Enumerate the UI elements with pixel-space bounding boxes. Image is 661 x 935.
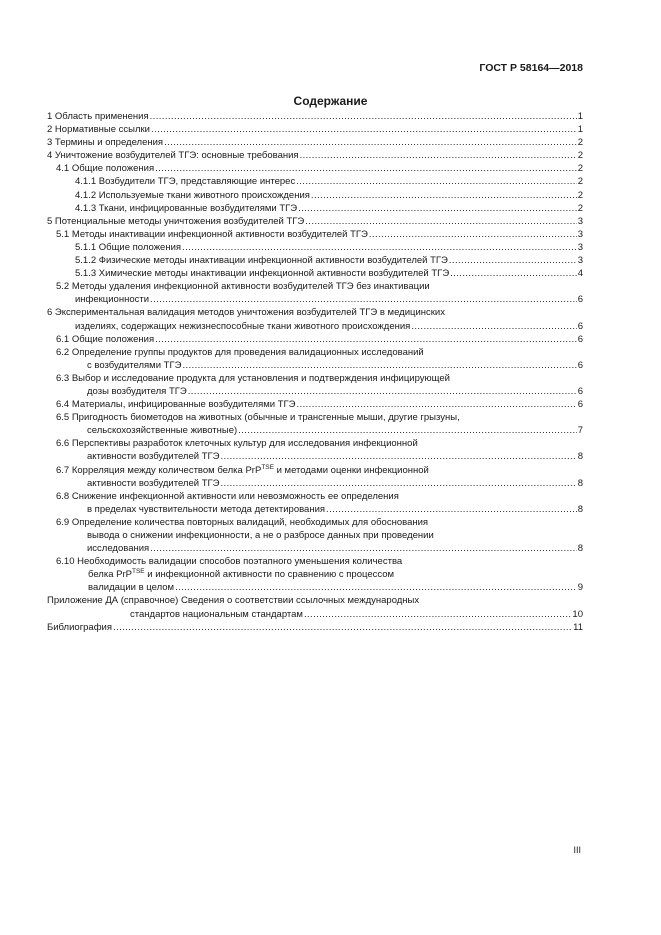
toc-entry-title: 4 Уничтожение возбудителей ТГЭ: основные требования (47, 150, 299, 162)
toc-entry-text: 6.8 Снижение инфекционной активности или невозможность ее определения (56, 490, 399, 502)
toc-entry-title: с возбудителями ТГЭ (87, 359, 182, 371)
toc-entry-title: Библиография (47, 621, 112, 633)
toc-entry-text: вывода о снижении инфекционности, а не о разбросе данных при проведении (87, 530, 434, 541)
toc-entry[interactable] (47, 594, 583, 620)
toc-entry-page: 2 (577, 189, 583, 201)
toc-entry-title: стандартов национальным стандартам (130, 608, 303, 620)
toc-entry-title: в пределах чувствительности метода детектирования (87, 503, 326, 515)
toc-entry-page: 8 (577, 451, 583, 463)
toc-entry-page: 8 (577, 477, 583, 489)
toc-entry[interactable] (47, 123, 583, 136)
toc-entry-page: 1 (577, 111, 583, 122)
dot-leader (220, 450, 576, 463)
toc-entry-title: 5.1.3 Химические методы инактивации инфекционной активности возбудителей ТГЭ (75, 268, 450, 280)
dot-leader (113, 621, 572, 634)
toc-entry[interactable] (47, 333, 583, 346)
toc-entry-text: белка PrP$^{TSE}$ и инфекционной активности по сравнению с процессом (88, 568, 395, 581)
toc-entry-title: активности возбудителей ТГЭ (87, 477, 220, 489)
toc-entry-page: 2 (577, 176, 583, 188)
toc-entry[interactable] (47, 372, 583, 398)
toc-entry-title: 4.1.1 Возбудители ТГЭ, представляющие интерес (75, 176, 296, 188)
table-of-contents (47, 110, 583, 634)
dot-leader (305, 215, 576, 228)
toc-entry[interactable] (47, 149, 583, 162)
dot-leader (188, 385, 577, 398)
toc-entry-page: 9 (577, 582, 583, 594)
toc-entry-page: 6 (577, 294, 583, 306)
toc-entry-title: 4.1.3 Ткани, инфицированные возбудителями ТГЭ (75, 202, 298, 214)
dot-leader (150, 542, 577, 555)
toc-entry[interactable] (47, 411, 583, 437)
toc-entry-page: 7 (577, 425, 583, 437)
toc-entry-text: 6.2 Определение группы продуктов для проведения валидационных исследований (56, 346, 424, 358)
toc-entry-page: 2 (577, 163, 583, 175)
toc-entry[interactable] (47, 136, 583, 149)
dot-leader (150, 110, 577, 123)
toc-entry-title: 6.1 Общие положения (56, 333, 155, 345)
toc-entry[interactable] (47, 267, 583, 280)
toc-entry-text: 6.7 Корреляция между количеством белка PrP$^{TSE}$ и методами оценки инфекционной (56, 463, 429, 476)
dot-leader (182, 359, 576, 372)
toc-entry-text: 6.3 Выбор и исследование продукта для установления и подтверждения инфицирующей (56, 372, 450, 384)
toc-entry-title: валидации в целом (88, 582, 175, 594)
toc-entry-page: 3 (577, 228, 583, 240)
toc-entry-text: 6.5 Пригодность биометодов на животных (обычные и трансгенные мыши, другие грызуны, (56, 412, 460, 424)
toc-entry-title: изделиях, содержащих нежизнеспособные ткани животного происхождения (75, 320, 411, 332)
toc-entry-title: 4.1.2 Используемые ткани животного происхождения (75, 189, 310, 201)
toc-entry-page: 2 (577, 202, 583, 214)
toc-entry-title: 5.1 Методы инактивации инфекционной активности возбудителей ТГЭ (56, 228, 368, 240)
toc-entry-title: 4.1 Общие положения (56, 163, 155, 175)
toc-entry-title: исследования (87, 543, 150, 555)
toc-entry-page: 3 (577, 215, 583, 227)
page-title: Содержание (293, 94, 368, 108)
dot-leader (311, 189, 577, 202)
toc-entry-title: 5.1.1 Общие положения (75, 241, 182, 253)
dot-leader (411, 320, 576, 333)
toc-entry[interactable] (47, 437, 583, 463)
dot-leader (182, 241, 577, 254)
dot-leader (150, 293, 577, 306)
toc-entry[interactable] (47, 398, 583, 411)
toc-entry[interactable] (47, 189, 583, 202)
toc-entry-title: сельскохозяйственные животные) (87, 425, 238, 437)
toc-entry-page: 3 (577, 255, 583, 267)
toc-entry[interactable] (47, 162, 583, 175)
dot-leader (304, 608, 571, 621)
dot-leader (300, 149, 577, 162)
toc-entry-page: 10 (572, 608, 583, 620)
toc-entry-page: 6 (577, 320, 583, 332)
dot-leader (151, 123, 577, 136)
toc-entry-page: 2 (577, 150, 583, 162)
document-id: ГОСТ Р 58164—2018 (479, 62, 583, 74)
toc-entry-title: 1 Область применения (47, 111, 149, 122)
toc-entry-text: 6.6 Перспективы разработок клеточных культур для исследования инфекционной (56, 438, 418, 450)
dot-leader (298, 202, 577, 215)
toc-entry[interactable] (47, 280, 583, 306)
toc-entry[interactable] (47, 346, 583, 372)
toc-entry-text: 5.2 Методы удаления инфекционной активности возбудителей ТГЭ без инактивации (56, 281, 430, 293)
toc-entry[interactable] (47, 228, 583, 241)
dot-leader (164, 136, 577, 149)
toc-entry-title: дозы возбудителя ТГЭ (87, 385, 187, 397)
toc-entry-title: 3 Термины и определения (47, 137, 164, 149)
dot-leader (326, 503, 577, 516)
toc-entry-text: 6.9 Определение количества повторных валидаций, необходимых для обоснования (56, 516, 429, 528)
toc-entry-title: 6.4 Материалы, инфицированные возбудителями ТГЭ (56, 399, 296, 411)
toc-entry-title: 5.1.2 Физические методы инактивации инфекционной активности возбудителей ТГЭ (75, 255, 448, 267)
dot-leader (155, 333, 577, 346)
toc-entry-title: активности возбудителей ТГЭ (87, 451, 220, 463)
toc-entry-page: 6 (577, 359, 583, 371)
toc-entry-text: Приложение ДА (справочное) Сведения о соответствии ссылочных международных (47, 595, 420, 607)
toc-entry-title: 5 Потенциальные методы уничтожения возбудителей ТГЭ (47, 215, 305, 227)
toc-entry[interactable] (47, 555, 583, 594)
toc-entry-page: 6 (577, 385, 583, 397)
toc-entry-page: 6 (577, 399, 583, 411)
toc-entry[interactable] (47, 490, 583, 516)
dot-leader (449, 254, 577, 267)
toc-entry[interactable] (47, 464, 583, 490)
toc-entry-title: 2 Нормативные ссылки (47, 124, 150, 136)
toc-entry-page: 6 (577, 333, 583, 345)
toc-entry[interactable] (47, 254, 583, 267)
toc-entry[interactable] (47, 215, 583, 228)
toc-entry-page: 3 (577, 241, 583, 253)
dot-leader (175, 581, 577, 594)
dot-leader (238, 424, 577, 437)
toc-entry-page: 8 (577, 543, 583, 555)
toc-entry[interactable] (47, 241, 583, 254)
toc-entry-text: 6 Экспериментальная валидация методов уничтожения возбудителей ТГЭ в медицинских (47, 307, 445, 319)
toc-entry[interactable] (47, 110, 583, 123)
dot-leader (220, 477, 576, 490)
toc-entry-page: 11 (573, 621, 583, 633)
toc-entry[interactable] (47, 621, 583, 634)
toc-entry-page: 2 (577, 137, 583, 149)
toc-entry[interactable] (47, 202, 583, 215)
toc-entry-page: 1 (577, 124, 583, 136)
toc-entry-page: 4 (577, 268, 583, 280)
dot-leader (297, 398, 577, 411)
toc-entry-text: 6.10 Необходимость валидации способов поэтапного уменьшения количества (56, 556, 403, 568)
dot-leader (450, 267, 577, 280)
toc-entry[interactable] (47, 516, 583, 555)
toc-entry-title: инфекционности (75, 294, 150, 306)
dot-leader (296, 175, 576, 188)
page-number: III (573, 845, 581, 855)
dot-leader (369, 228, 577, 241)
toc-entry[interactable] (47, 175, 583, 188)
dot-leader (155, 162, 577, 175)
toc-entry-page: 8 (577, 503, 583, 515)
toc-entry[interactable] (47, 306, 583, 332)
